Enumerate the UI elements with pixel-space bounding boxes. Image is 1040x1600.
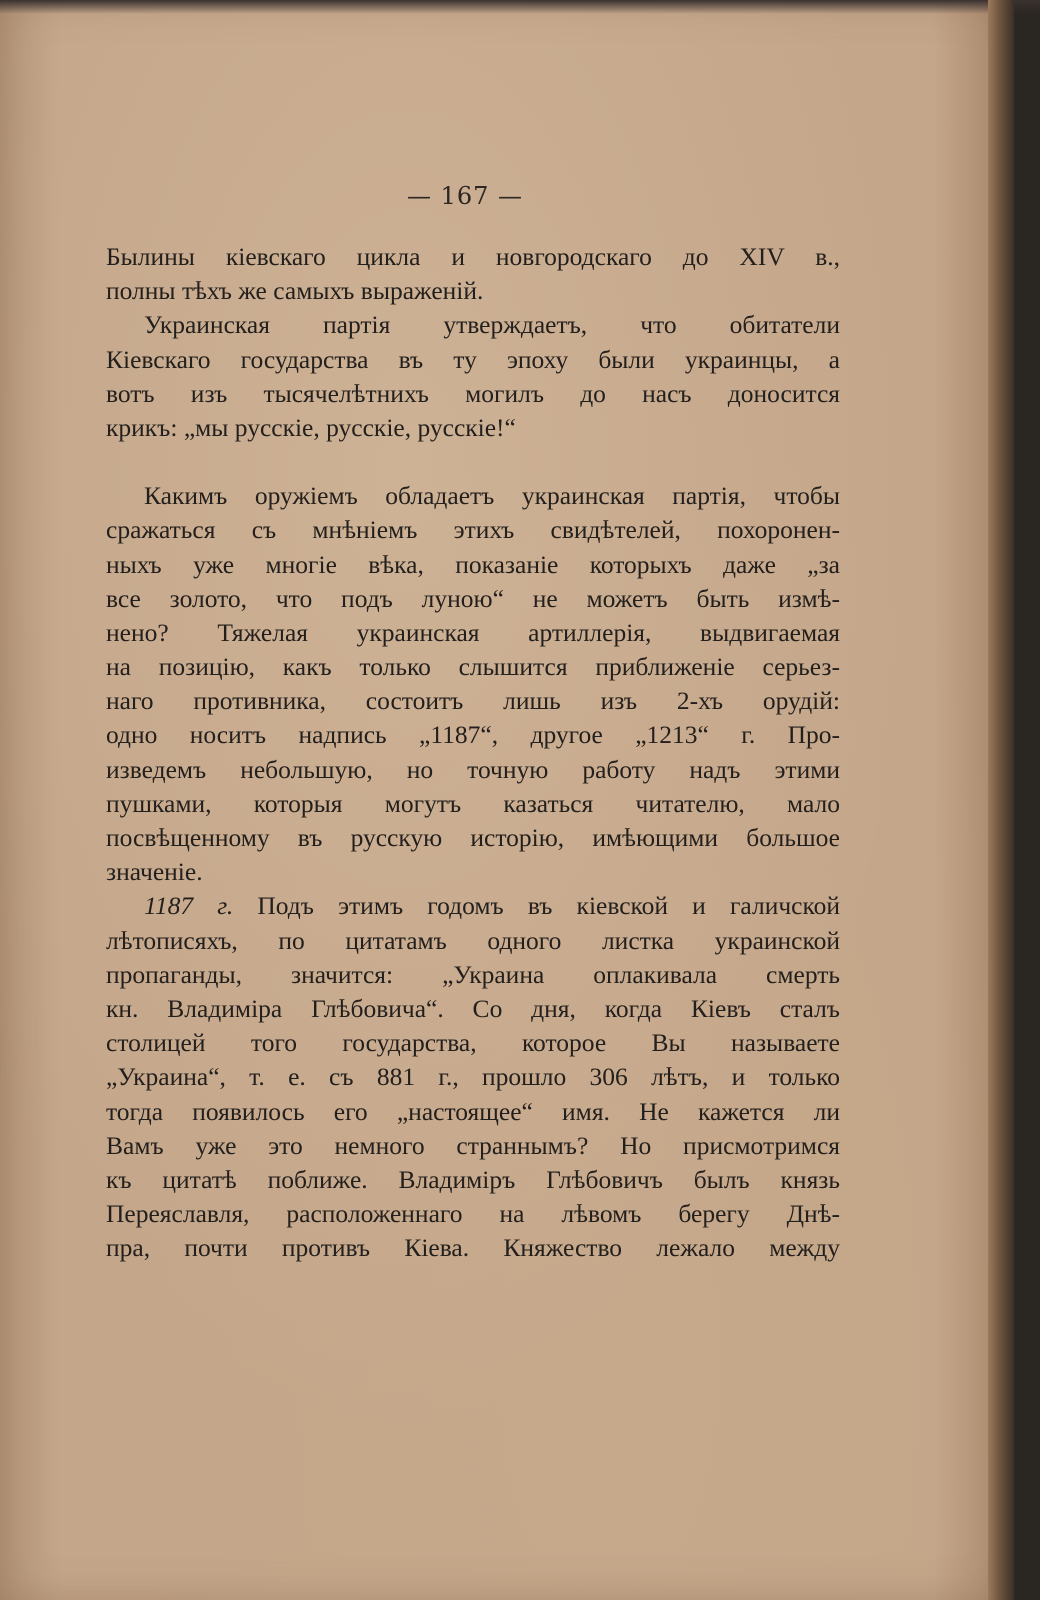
text-line: все золото, что подъ луною“ не можетъ быть измѣ- (106, 583, 840, 613)
paragraph-gap (106, 445, 840, 479)
text-line: Былины кіевскаго цикла и новгородскаго до XIV в., (106, 242, 840, 271)
text-line: пра, почти противъ Кіева. Княжество лежало между (106, 1233, 840, 1263)
text-line: пушками, которыя могутъ казаться читателю, мало (106, 788, 840, 818)
text-line: тогда появилось его „настоящее“ имя. Не кажется ли (106, 1096, 840, 1126)
text-line: Вамъ уже это немного страннымъ? Но присмотримся (106, 1130, 840, 1160)
text-line: „Украина“, т. е. съ 881 г., прошло 306 лѣтъ, и только (106, 1062, 840, 1092)
text-line: вотъ изъ тысячелѣтнихъ могилъ до насъ доносится (106, 378, 840, 408)
text-line: ныхъ уже многіе вѣка, показаніе которыхъ даже „за (106, 549, 840, 579)
page-edge (988, 0, 1014, 1600)
page-number: — 167 — (406, 182, 524, 210)
text-line: Какимъ оружіемъ обладаетъ украинская партія, чтобы (144, 481, 840, 511)
text-line: Переяславля, расположеннаго на лѣвомъ берегу Днѣ- (106, 1199, 840, 1229)
text-line: Украинская партія утверждаетъ, что обитатели (144, 310, 840, 340)
text-line: Кіевскаго государства въ ту эпоху были украинцы, а (106, 344, 840, 374)
text-line: крикъ: „мы русскіе, русскіе, русскіе!“ (106, 412, 516, 442)
text-line: наго противника, состоитъ лишь изъ 2-хъ орудій: (106, 686, 840, 716)
text-line: одно носитъ надпись „1187“, другое „1213“ г. Про- (106, 720, 840, 750)
text-line: посвѣщенному въ русскую исторію, имѣющими большое (106, 823, 840, 852)
text-line: на позицію, какъ только слышится приближеніе серьез- (106, 652, 840, 682)
text-line: столицей того государства, которое Вы называете (106, 1028, 840, 1058)
text-line: полны тѣхъ же самыхъ выраженій. (106, 276, 484, 306)
text-line: сражаться съ мнѣніемъ этихъ свидѣтелей, похоронен- (106, 515, 840, 545)
text-line: значеніе. (106, 857, 203, 887)
text-line-with-year (106, 889, 840, 923)
text-line: лѣтописяхъ, по цитатамъ одного листка украинской (106, 925, 840, 955)
text-line-rest: Подъ этимъ годомъ въ кіевской и галичской (233, 891, 840, 921)
text-line: пропаганды, значится: „Украина оплакивала смерть (106, 959, 840, 989)
text-line: кн. Владиміра Глѣбовича“. Со дня, когда Кіевъ сталъ (106, 993, 840, 1023)
text-line: изведемъ небольшую, но точную работу надъ этими (106, 754, 840, 784)
page-text (106, 240, 840, 1265)
text-line: къ цитатѣ поближе. Владиміръ Глѣбовичъ былъ князь (106, 1164, 840, 1194)
page-top-shadow (0, 0, 1040, 14)
year-italic: 1187 г. (144, 891, 234, 921)
text-line: нено? Тяжелая украинская артиллерія, выдвигаемая (106, 617, 840, 647)
